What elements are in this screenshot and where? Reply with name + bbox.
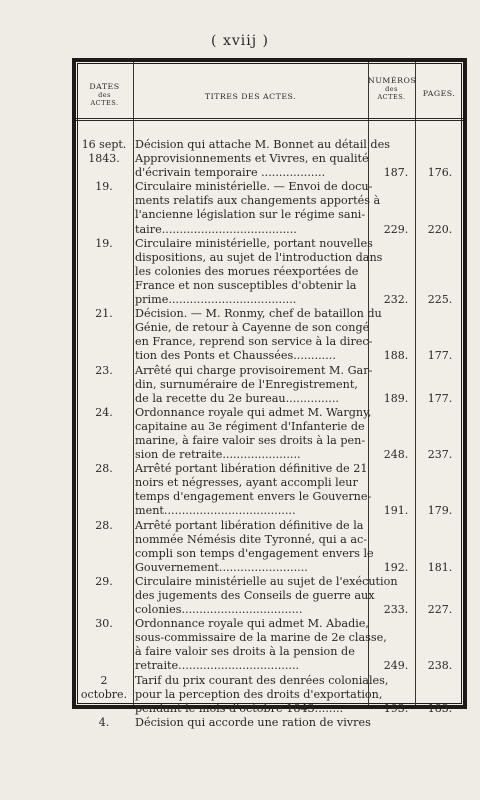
act-title-line: Ordonnance royale qui admet M. Abadie, <box>135 617 369 631</box>
table-row <box>76 138 463 180</box>
act-page: 179. <box>427 504 453 518</box>
page-number: ( xviij ) <box>211 33 269 49</box>
header-dates: DATES des ACTES. <box>89 82 120 107</box>
act-title <box>135 673 389 716</box>
act-page: 238. <box>427 659 453 673</box>
act-title-line: Arrêté qui charge provisoirement M. Gar- <box>135 363 373 377</box>
header-titres: TITRES DES ACTES. <box>204 92 297 101</box>
act-date: 28. <box>95 462 113 476</box>
act-title-line: pour la perception des droits d'exportation, <box>135 687 383 701</box>
act-title <box>135 405 372 462</box>
act-title-line: Circulaire ministérielle, portant nouvelles <box>135 236 373 250</box>
act-title-line: Arrêté portant libération définitive de 21 <box>135 462 368 476</box>
act-date: 28. <box>95 518 113 532</box>
act-number: 192. <box>383 560 409 574</box>
act-date: 2 octobre. <box>80 673 128 701</box>
act-title-line: noirs et négresses, ayant accompli leur <box>135 476 358 490</box>
act-title-line: retraite.................................. <box>135 659 300 673</box>
header-numeros: NUMÉROS des ACTES. <box>368 76 417 101</box>
act-number: 232. <box>383 293 409 307</box>
act-title <box>135 715 371 730</box>
act-page: 177. <box>427 349 453 363</box>
table-row <box>76 307 463 363</box>
act-title-line: colonies.................................. <box>135 603 303 617</box>
act-date: 24. <box>95 405 113 419</box>
act-title <box>135 617 387 673</box>
act-title-line: dispositions, au sujet de l'introduction dans <box>135 250 383 264</box>
act-page: 177. <box>427 391 453 405</box>
table-row <box>76 519 463 575</box>
act-title-line: les colonies des morues réexportées de <box>135 264 359 278</box>
act-title-line: l'ancienne législation sur le régime sani- <box>135 208 366 222</box>
act-title-line: Décision qui accorde une ration de vivres <box>135 715 371 729</box>
act-title-line: pendant le mois d'octobre 1843........ <box>135 701 344 715</box>
act-title-line: Circulaire ministérielle au sujet de l'exécution <box>135 574 398 588</box>
act-page: 181. <box>427 560 453 574</box>
act-title-line: des jugements des Conseils de guerre aux <box>135 589 375 602</box>
table-header <box>76 62 463 121</box>
table-body <box>76 138 463 730</box>
table-row <box>76 575 463 617</box>
act-title-line: France et non susceptibles d'obtenir la <box>135 278 357 292</box>
act-title-line: tion des Ponts et Chaussées............ <box>135 349 336 363</box>
act-title <box>135 180 381 236</box>
table-row <box>76 462 463 518</box>
act-title-line: nommée Némésis dite Tyronné, qui a ac- <box>135 532 368 546</box>
act-page: 237. <box>427 448 453 462</box>
act-title-line: Ordonnance royale qui admet M. Wargny, <box>135 405 372 419</box>
act-title <box>135 518 374 575</box>
act-date: 29. <box>95 574 113 588</box>
table-row <box>76 364 463 406</box>
act-date: 19. <box>95 180 113 194</box>
act-title-line: Décision. — M. Ronmy, chef de bataillon du <box>135 307 382 321</box>
act-number: 188. <box>383 349 409 363</box>
act-title-line: Génie, de retour à Cayenne de son congé <box>135 321 370 335</box>
acts-table <box>72 58 467 729</box>
act-title <box>135 307 382 363</box>
act-title-line: Approvisionnements et Vivres, en qualité <box>135 152 369 166</box>
act-title-line: ment..................................... <box>135 504 296 518</box>
act-number: 193. <box>383 701 409 715</box>
act-number: 248. <box>383 448 409 462</box>
act-date: 19. <box>95 236 113 250</box>
act-page: 220. <box>427 222 453 236</box>
act-title-line: d'écrivain temporaire .................. <box>135 166 326 180</box>
act-title-line: din, surnuméraire de l'Enregistrement, <box>135 377 358 391</box>
header-pages: PAGES. <box>422 89 456 98</box>
act-title-line: à faire valoir ses droits à la pension de <box>135 645 355 659</box>
act-title-line: en France, reprend son service à la direc- <box>135 335 373 349</box>
act-title <box>135 236 383 307</box>
act-title <box>135 138 390 180</box>
act-title-line: sous-commissaire de la marine de 2e classe, <box>135 631 387 645</box>
act-number: 249. <box>383 659 409 673</box>
act-page: 176. <box>427 166 453 180</box>
act-title-line: Arrêté portant libération définitive de la <box>135 518 364 532</box>
act-date: 21. <box>95 307 113 321</box>
act-title-line: compli son temps d'engagement envers le <box>135 546 374 560</box>
act-date: 4. <box>98 715 110 729</box>
table-row <box>76 617 463 673</box>
act-title-line: marine, à faire valoir ses droits à la pen- <box>135 433 366 447</box>
act-title <box>135 462 372 518</box>
act-title-line: Décision qui attache M. Bonnet au détail des <box>135 138 390 151</box>
act-page: 227. <box>427 603 453 617</box>
act-number: 229. <box>383 222 409 236</box>
act-title-line: de la recette du 2e bureau............... <box>135 391 339 405</box>
act-date: 16 sept. 1843. <box>81 138 127 166</box>
act-title-line: temps d'engagement envers le Gouverne- <box>135 490 372 504</box>
act-title <box>135 363 373 406</box>
act-date: 23. <box>95 363 113 377</box>
act-title-line: Tarif du prix courant des denrées coloniales, <box>135 673 389 687</box>
act-number: 191. <box>383 504 409 518</box>
act-title-line: Circulaire ministérielle. — Envoi de docu- <box>135 180 373 194</box>
act-page: 183. <box>427 701 453 715</box>
act-date: 30. <box>95 617 113 631</box>
act-title-line: sion de retraite...................... <box>135 448 301 462</box>
act-number: 189. <box>383 391 409 405</box>
table-row <box>76 716 463 730</box>
table-row <box>76 237 463 307</box>
act-title-line: ments relatifs aux changements apportés à <box>135 194 381 208</box>
act-number: 187. <box>383 166 409 180</box>
table-row <box>76 180 463 236</box>
table-row <box>76 406 463 462</box>
act-title-line: prime.................................... <box>135 293 297 307</box>
act-page: 225. <box>427 293 453 307</box>
act-number: 233. <box>383 603 409 617</box>
act-title-line: taire...................................... <box>135 222 297 236</box>
table-row <box>76 674 463 716</box>
act-title-line: capitaine au 3e régiment d'Infanterie de <box>135 419 365 433</box>
act-title-line: Gouvernement......................... <box>135 560 308 574</box>
